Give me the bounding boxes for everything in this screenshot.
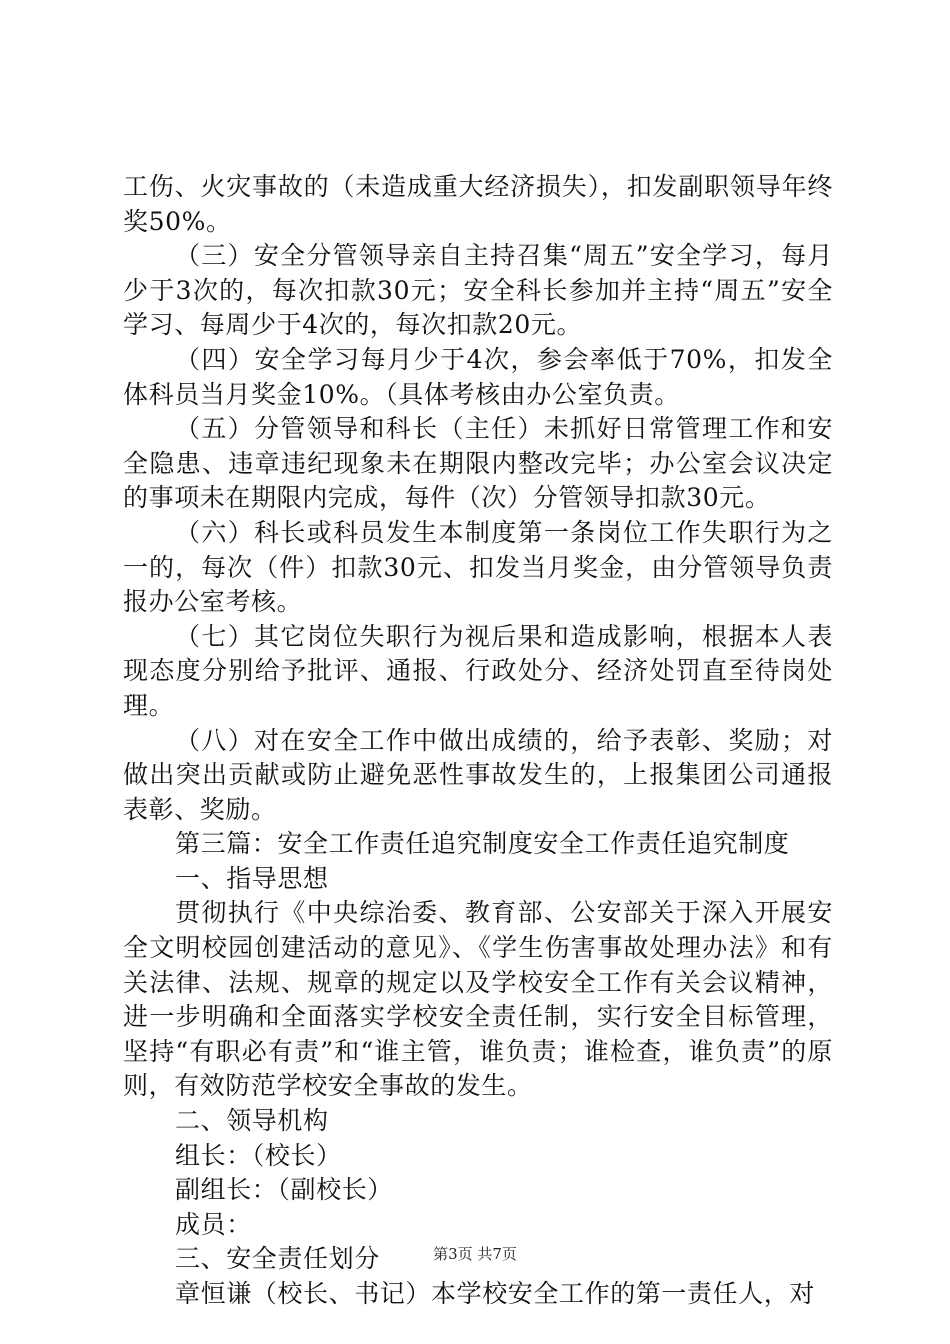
list-item: 副组长：（副校长）: [175, 1175, 393, 1205]
section-heading: 三、安全责任划分: [175, 1244, 380, 1274]
paragraph: （七）其它岗位失职行为视后果和造成影响，根据本人表现态度分别给予批评、通报、行政处分、经济处罚直至待岗处理。: [123, 621, 833, 720]
paragraph: （五）分管领导和科长（主任）未抓好日常管理工作和安全隐患、违章违纪现象未在期限内整改完毕；办公室会议决定的事项未在期限内完成，每件（次）分管领导扣款30元。: [123, 414, 833, 513]
section-heading: 一、指导思想: [175, 863, 329, 893]
section-heading: 二、领导机构: [175, 1106, 329, 1136]
page-number-footer: 第3页 共7页: [433, 1245, 517, 1263]
list-item: 组长：（校长）: [175, 1140, 342, 1170]
list-item: 成员：: [175, 1209, 252, 1239]
paragraph: （六）科长或科员发生本制度第一条岗位工作失职行为之一的，每次（件）扣款30元、扣发当月奖金，由分管领导负责报办公室考核。: [123, 517, 833, 617]
paragraph: （三）安全分管领导亲自主持召集“周五”安全学习，每月少于3次的，每次扣款30元；安全科长参加并主持“周五”安全学习、每周少于4次的，每次扣款20元。: [123, 241, 833, 340]
paragraph: 章恒谦（校长、书记）本学校安全工作的第一责任人，对: [175, 1279, 816, 1308]
paragraph: （四）安全学习每月少于4次，参会率低于70%，扣发全体科员当月奖金10%。（具体考核由办公室负责。: [123, 344, 833, 409]
document-body: [123, 170, 833, 1312]
paragraph: 贯彻执行《中央综治委、教育部、公安部关于深入开展安全文明校园创建活动的意见》、《学生伤害事故处理办法》和有关法律、法规、规章的规定以及学校安全工作有关会议精神，进一步明确和全面落实学校安全责任制，实行安全目标管理，坚持“有职必有责”和“谁主管，谁负责；谁检查，谁负责”的原则，有效防范学校安全事故的发生。: [123, 898, 833, 1101]
section-heading: 第三篇：安全工作责任追究制度安全工作责任追究制度: [175, 829, 790, 859]
paragraph: 工伤、火灾事故的（未造成重大经济损失），扣发副职领导年终奖50%。: [123, 172, 833, 236]
paragraph: （八）对在安全工作中做出成绩的，给予表彰、奖励；对做出突出贡献或防止避免恶性事故发生的，上报集团公司通报表彰、奖励。: [123, 725, 833, 824]
